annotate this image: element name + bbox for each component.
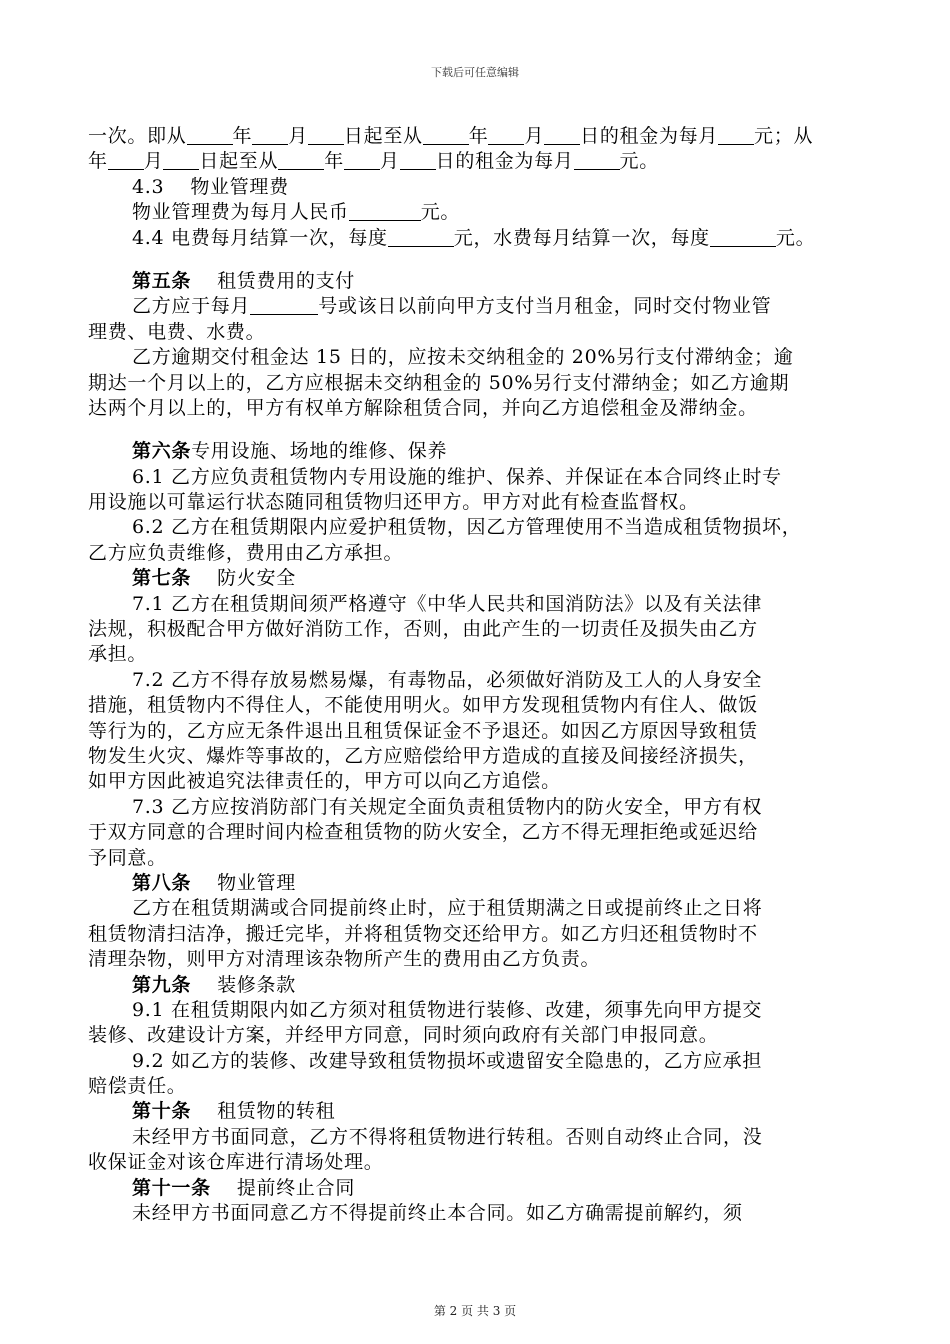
article-8-para: 租赁物清扫洁净，搬迁完毕，并将租赁物交还给甲方。如乙方归还租赁物时不 [88,922,758,945]
article-8-title: 第八条 物业管理 [132,871,296,894]
article-7-para: 等行为的，乙方应无条件退出且租赁保证金不予退还。如因乙方原因导致租赁 [88,719,758,742]
article-6-title: 第六条专用设施、场地的维修、保养 [132,440,448,463]
article-7-para: 7.1 乙方在租赁期间须严格遵守《中华人民共和国消防法》以及有关法律 [132,592,763,615]
article-7-para: 予同意。 [88,846,167,869]
page-header: 下载后可任意编辑 [431,66,519,79]
article-6-para: 用设施以可靠运行状态随同租赁物归还甲方。甲方对此有检查监督权。 [88,491,699,514]
article-5-para: 乙方应于每月 号或该日以前向甲方支付当月租金，同时交付物业管 [132,295,772,318]
article-8-para: 清理杂物，则甲方对清理该杂物所产生的费用由乙方负责。 [88,948,601,971]
article-5-para: 理费、电费、水费。 [88,320,266,343]
rent-period-line-2: 年 月 日起至从 年 月 日的租金为每月 元。 [88,150,659,173]
article-7-para: 物发生火灾、爆炸等事故的，乙方应赔偿给甲方造成的直接及间接经济损失， [88,744,758,767]
document-body [88,124,888,1226]
article-5-title: 第五条 租赁费用的支付 [132,269,356,292]
article-7-para: 如甲方因此被追究法律责任的，甲方可以向乙方追偿。 [88,770,561,793]
article-9-para: 9.2 如乙方的装修、改建导致租赁物损坏或遗留安全隐患的，乙方应承担 [132,1049,763,1072]
article-5-para: 期达一个月以上的，乙方应根据未交纳租金的 50%另行支付滞纳金；如乙方逾期 [88,371,790,394]
article-7-para: 措施，租赁物内不得住人，不能使用明火。如甲方发现租赁物内有住人、做饭 [88,694,758,717]
article-7-para: 7.3 乙方应按消防部门有关规定全面负责租赁物内的防火安全，甲方有权 [132,795,763,818]
article-9-title: 第九条 装修条款 [132,973,296,996]
section-4-3-body: 物业管理费为每月人民币 元。 [132,201,461,224]
article-10-para: 未经甲方书面同意，乙方不得将租赁物进行转租。否则自动终止合同，没 [132,1125,763,1148]
article-11-para: 未经甲方书面同意乙方不得提前终止本合同。如乙方确需提前解约，须 [132,1202,743,1225]
article-10-title: 第十条 租赁物的转租 [132,1100,336,1123]
article-9-para: 9.1 在租赁期限内如乙方须对租赁物进行装修、改建，须事先向甲方提交 [132,998,763,1021]
article-7-para: 承担。 [88,643,148,666]
article-7-para: 于双方同意的合理时间内检查租赁物的防火安全，乙方不得无理拒绝或延迟给 [88,821,758,844]
section-4-3-title: 4.3 物业管理费 [132,175,289,198]
article-6-para: 6.2 乙方在租赁期限内应爱护租赁物，因乙方管理使用不当造成租赁物损坏， [132,516,802,539]
article-9-para: 赔偿责任。 [88,1075,187,1098]
section-4-4: 4.4 电费每月结算一次，每度 元，水费每月结算一次，每度 元。 [132,226,816,249]
article-10-para: 收保证金对该仓库进行清场处理。 [88,1151,384,1174]
article-5-para: 达两个月以上的，甲方有权单方解除租赁合同，并向乙方追偿租金及滞纳金。 [88,396,758,419]
article-6-para: 6.1 乙方应负责租赁物内专用设施的维护、保养、并保证在本合同终止时专 [132,465,782,488]
article-7-title: 第七条 防火安全 [132,567,296,590]
article-6-para: 乙方应负责维修，费用由乙方承担。 [88,541,404,564]
article-8-para: 乙方在租赁期满或合同提前终止时，应于租赁期满之日或提前终止之日将 [132,897,763,920]
page-footer: 第 2 页 共 3 页 [433,1304,517,1318]
article-5-para: 乙方逾期交付租金达 15 日的，应按未交纳租金的 20%另行支付滞纳金；逾 [132,346,794,369]
article-7-para: 7.2 乙方不得存放易燃易爆，有毒物品，必须做好消防及工人的人身安全 [132,668,763,691]
rent-period-line-1: 一次。即从 年 月 日起至从 年 月 日的租金为每月 元；从 [88,125,814,147]
article-9-para: 装修、改建设计方案，并经甲方同意，同时须向政府有关部门申报同意。 [88,1024,719,1047]
article-7-para: 法规，积极配合甲方做好消防工作，否则，由此产生的一切责任及损失由乙方 [88,618,758,641]
article-11-title: 第十一条 提前终止合同 [132,1176,356,1199]
